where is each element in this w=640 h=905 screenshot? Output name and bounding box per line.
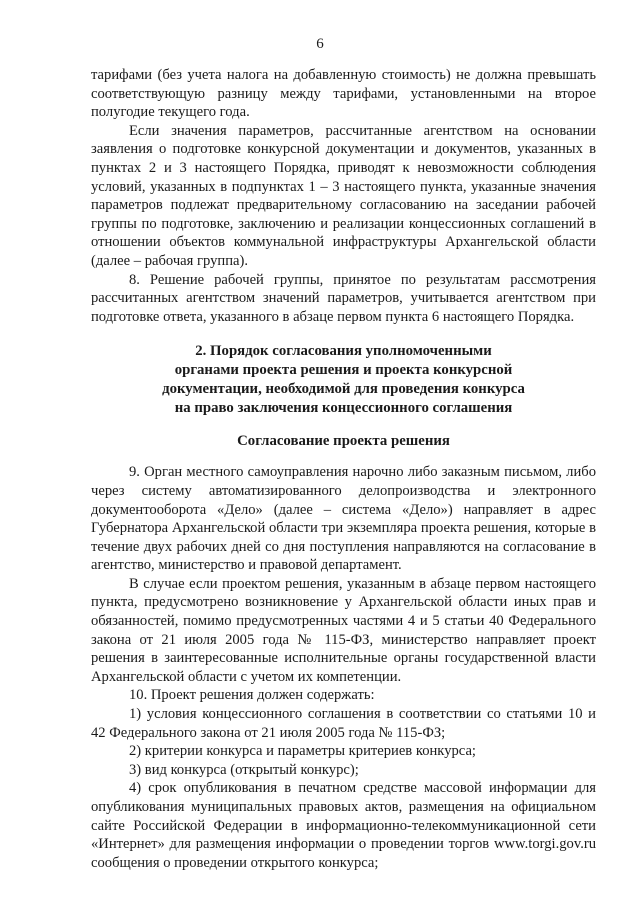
subsection-heading: Согласование проекта решения [237,433,450,450]
section-heading [91,342,596,418]
paragraph-item-8: 8. Решение рабочей группы, принятое по результатам рассмотрения рассчитанных агентством значений параметров, учитывается агентством при подготовке ответа, указанного в абзаце первом пункта 6 настоящего Порядка. [91,271,596,325]
paragraph-item-10: 10. Проект решения должен содержать: [129,687,375,704]
list-item-2: 2) критерии конкурса и параметры критериев конкурса; [129,743,476,760]
list-item-3: 3) вид конкурса (открытый конкурс); [129,761,359,778]
list-item-1: 1) условия концессионного соглашения в соответствии со статьями 10 и 42 Федерального закона от 21 июля 2005 года № 115-ФЗ; [91,706,596,741]
section-heading-line: 2. Порядок согласования уполномоченными [195,343,492,360]
paragraph-parameters-agreement: Если значения параметров, рассчитанные агентством на основании заявления о подготовке конкурсной документации и документов, указанных в пунктах 2 и 3 настоящего Порядка, приводят к невозможности соблюдения условий, указанных в подпунктах 1 – 3 настоящего пункта, указанные значения параметров подлежат предварительному согласованию на заседании рабочей группы по подготовке, заключению и реализации концессионных соглашений в отношении объектов коммунальной инфраструктуры Архангельской области (далее – рабочая группа). [91,122,596,269]
paragraph-item-9: 9. Орган местного самоуправления нарочно либо заказным письмом, либо через систему автоматизированного делопроизводства и электронного документооборота «Дело» (далее – система «Дело») направляет в адрес Губернатора Архангельской области три экземпляра проекта решения, которые в течение двух рабочих дней со дня поступления направляются на согласование в агентство, министерство и правовой департамент. [91,464,596,574]
section-heading-line: органами проекта решения и проекта конкурсной [174,362,513,379]
list-item-4: 4) срок опубликования в печатном средстве массовой информации для опубликования муниципальных правовых актов, размещения на официальном сайте Российской Федерации в информационно-телекоммуникационной сети «Интернет» для размещения информации о проведении торгов www.torgi.gov.ru сообщения о проведении открытого конкурса; [91,780,596,871]
section-heading-line: на право заключения концессионного соглашения [174,400,513,417]
paragraph-continuation: тарифами (без учета налога на добавленную стоимость) не должна превышать соответствующую разницу между тарифами, установленными на второе полугодие текущего года. [91,67,596,121]
section-heading-line: документации, необходимой для проведения конкурса [162,381,525,398]
document-body [91,66,596,872]
page-number: 6 [316,36,324,52]
paragraph-item-9-case: В случае если проектом решения, указанным в абзаце первом настоящего пункта, предусмотрено возникновение у Архангельской области иных прав и обязанностей, помимо предусмотренных частями 4 и 5 статьи 40 Федерального закона от 21 июля 2005 года № 115-ФЗ, министерство направляет проект решения в заинтересованные исполнительные органы государственной власти Архангельской области с учетом их компетенции. [91,575,596,685]
